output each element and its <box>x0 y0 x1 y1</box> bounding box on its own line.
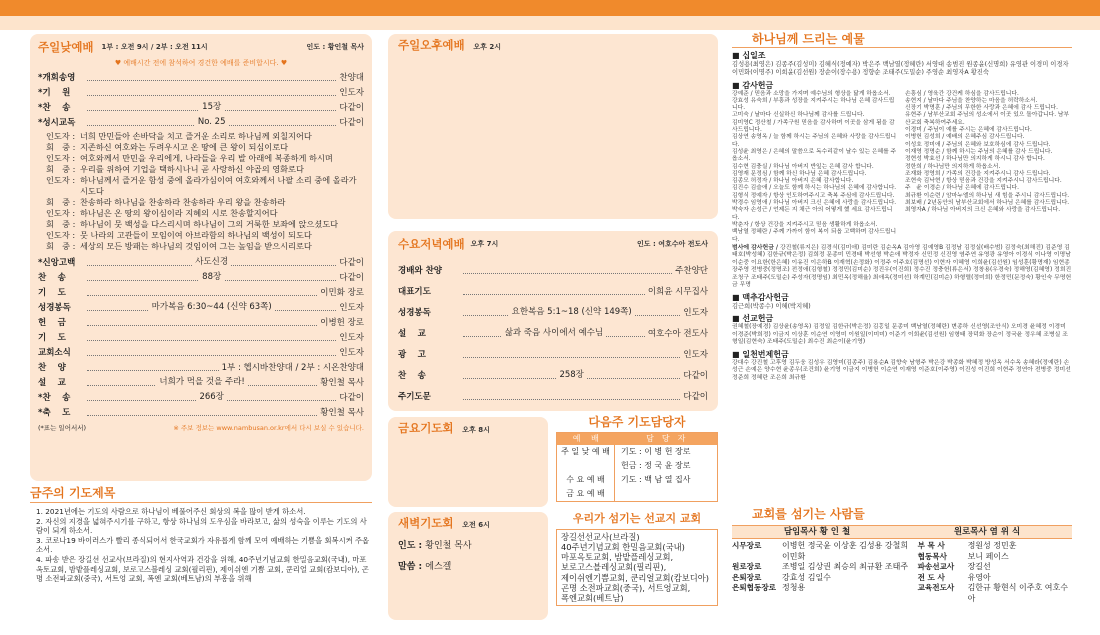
servant-names: 김한규 황현식 이주호 여호수아 <box>967 583 1068 603</box>
responsive-line <box>46 131 364 142</box>
order-row <box>398 277 708 298</box>
next-week-person <box>615 487 718 501</box>
order-content: 15장 <box>199 102 224 113</box>
order-content: 마가복음 6:30~44 (신약 63쪽) <box>149 302 275 313</box>
order-row <box>38 284 364 299</box>
wednesday-time: 오후 7시 <box>470 239 499 248</box>
next-week-row <box>557 473 718 487</box>
prayer-item: 1. 2021년에는 기도의 사람으로 하나님이 베풀어주신 회상의 복을 많이 받게 하소서. <box>36 507 306 516</box>
order-presenter: 이희윤 시무집사 <box>647 287 708 298</box>
senior-pastor: 담임목사 황 인 철 <box>783 526 851 537</box>
sunday-worship-panel <box>30 34 372 481</box>
responsive-line <box>46 208 364 219</box>
order-content: 너희가 먹을 것을 주라! <box>156 377 247 388</box>
wednesday-panel <box>388 231 718 411</box>
order-leader-dots <box>87 325 317 326</box>
order-label: 성경봉독 <box>38 303 71 314</box>
servant-names: 정원성 정민훈 <box>967 541 1017 550</box>
order-row <box>38 99 364 114</box>
responsive-line <box>46 142 364 153</box>
servant-role: 부 목 사 <box>917 541 945 550</box>
order-presenter: 여호수아 전도사 <box>647 329 708 340</box>
order-presenter: 인도자 <box>339 348 364 359</box>
order-row <box>38 299 364 314</box>
order-label: *축 도 <box>38 408 71 419</box>
responsive-line <box>46 153 364 164</box>
order-presenter: 인도자 <box>339 333 364 344</box>
order-label: 주기도문 <box>398 392 431 403</box>
order-presenter: 1부 : 헵시바찬양대 / 2부 : 시온찬양대 <box>221 363 364 374</box>
summer-thanks-heading: ■ 맥추감사헌금 <box>732 292 789 302</box>
order-label: 기 도 <box>38 288 66 299</box>
order-label: 대표기도 <box>398 287 431 298</box>
prayer-title: 금주의 기도제목 <box>30 486 372 503</box>
top-peach-bar <box>0 16 1100 30</box>
order-label: 경배와 찬양 <box>398 266 443 277</box>
next-week-head-person: 담 당 자 <box>646 434 686 443</box>
order-label: 헌 금 <box>38 318 66 329</box>
top-orange-bar <box>0 0 1100 16</box>
order-leader-dots <box>87 80 336 81</box>
mission-church-line: 폭엔교회(베트남) <box>561 592 624 603</box>
friday-time: 오후 8시 <box>462 426 490 434</box>
prayer-item: 3. 코로나19 바이러스가 빨리 종식되어서 한국교회가 자유롭게 함께 모여 예배하는 기쁨을 회복시켜 주옵소서. <box>36 535 370 555</box>
wednesday-leader: 인도 : 여호수아 전도사 <box>637 239 708 248</box>
servant-names: 이병헌 정국윤 이상훈 김성용 강철희 이민화 <box>782 541 909 561</box>
order-presenter: 찬양대 <box>339 73 364 84</box>
sunday-title: 주일낮예배 <box>38 39 94 54</box>
servant-row <box>732 541 910 562</box>
wednesday-title: 수요저녁예배 <box>398 236 465 251</box>
order-row <box>398 256 708 277</box>
prayer-topics <box>30 486 372 584</box>
order-content: 삶과 죽음 사이에서 예수님 <box>502 328 606 339</box>
order-leader-dots <box>87 355 336 356</box>
servant-row <box>918 541 1072 552</box>
order-content: 요한복음 5:1~18 (신약 149쪽) <box>509 307 635 318</box>
order-leader-dots <box>463 399 680 400</box>
order-leader-dots <box>87 95 336 96</box>
next-week-title: 다음주 기도담당자 <box>588 415 686 429</box>
servant-names: 유영아 <box>967 572 991 582</box>
next-week-person: 기도 : 이 병 헌 장로 <box>621 447 691 456</box>
next-week-person: 헌금 : 정 국 윤 장로 <box>621 461 691 470</box>
next-week-row <box>557 487 718 501</box>
next-week-service <box>557 459 615 473</box>
order-row <box>38 359 364 374</box>
order-leader-dots <box>87 254 336 266</box>
servants-section <box>732 507 1072 604</box>
servant-role: 전 도 사 <box>917 572 945 582</box>
servant-role: 교육전도사 <box>917 583 955 592</box>
dawn-text-label: 말씀 : <box>398 561 423 572</box>
order-leader-dots <box>87 415 317 416</box>
responsive-text: 지존하신 여호와는 두려우시고 온 땅에 큰 왕이 되심이로다 <box>80 141 289 152</box>
order-label: 찬 송 <box>38 273 66 284</box>
monthly-thanks-heading: 범사에 감사헌금 / <box>732 244 779 251</box>
order-row <box>398 298 708 319</box>
responsive-line <box>46 230 364 241</box>
order-presenter: 다같이 <box>339 103 364 114</box>
servant-role: 협동목사 <box>917 551 947 561</box>
responsive-speaker: 인도자 : <box>46 207 76 218</box>
tithe-heading: ■ 십일조 <box>732 51 766 60</box>
order-label: 설 교 <box>38 378 66 389</box>
order-presenter: 이병헌 장로 <box>320 318 364 329</box>
servant-role: 은퇴협동장로 <box>732 583 777 592</box>
order-leader-dots <box>87 295 317 296</box>
friday-panel <box>388 417 548 507</box>
next-week-prayer <box>556 415 718 502</box>
servant-row <box>732 583 910 594</box>
mission-church-line: 장길선선교사(브라질) <box>561 531 640 542</box>
sunday-order-top <box>38 69 364 129</box>
responsive-line <box>46 219 364 230</box>
next-week-service: 주 일 낮 예 배 <box>557 445 615 459</box>
next-week-service: 금 요 예 배 <box>557 487 615 501</box>
mission-churches <box>556 512 718 606</box>
responsive-line <box>46 175 364 197</box>
servant-names: 정청용 <box>782 583 806 592</box>
tithe-names: 김성용(최영은) 김종주(김성미) 김혜식(정예자) 박은주 백남열(정혜란) 서영대 송범진 원종윤(신명희) 유영관 이경미 이경자 이민화(이명주) 이희윤(김선원) 장순이(장수용) 정향순 조태주(도밀순) 주영순 최영자A 황진숙 <box>732 61 1069 77</box>
order-label: 성경봉독 <box>398 308 431 319</box>
order-label: *개회송영 <box>38 73 76 84</box>
dawn-text: 에스겔 <box>425 561 452 572</box>
order-leader-dots <box>463 357 680 358</box>
order-row <box>38 254 364 269</box>
servant-names: 장길선 <box>967 562 991 571</box>
responsive-reading <box>38 131 364 252</box>
order-presenter: 황인철 목사 <box>320 408 364 419</box>
responsive-text: 뭇 나라의 고관들이 모임이여 아브라함의 하나님의 백성이 되도다 <box>80 229 312 240</box>
order-row <box>38 314 364 329</box>
mission-church-line: 곤명 소전파교회(중국), 서트엉교회, <box>561 582 691 593</box>
servant-row <box>918 562 1072 573</box>
order-presenter: 다같이 <box>339 118 364 129</box>
order-row <box>398 361 708 382</box>
responsive-speaker: 회 중 : <box>46 240 76 251</box>
sunday-times: 1부 : 오전 9시 / 2부 : 오전 11시 <box>101 42 208 51</box>
responsive-text: 우리를 위하여 기업을 택하시나니 곧 사랑하신 야곱의 영화로다 <box>80 163 304 174</box>
order-leader-dots <box>87 299 336 311</box>
sunday-leader: 인도 : 황인철 목사 <box>306 42 364 51</box>
order-presenter: 다같이 <box>683 371 708 382</box>
order-row <box>38 269 364 284</box>
order-row <box>38 344 364 359</box>
next-week-row <box>557 445 718 459</box>
thousand-offering-names: 강대수 강진철 고후영 김두웅 김성우 김영미(김종주) 김용순A 김향숙 남형주 박은강 박종화 박혜정 방성옥 서수옥 송혜라(정예란) 손성근 손예은 양수현 윤종우(조건희) 윤기영 이금지 이병헌 이순연 이재영 이준호(이주영) 이진성 이진희 이현주 정연아 전병중 정미선 정준희 정혜란 조은희 최규환 <box>732 359 1071 381</box>
responsive-speaker: 회 중 : <box>46 163 76 174</box>
responsive-line <box>46 164 364 175</box>
servant-row <box>732 562 910 573</box>
responsive-speaker: 회 중 : <box>46 141 76 152</box>
emeritus-pastor: 원로목사 염 위 식 <box>953 526 1021 537</box>
dawn-leader: 황인철 목사 <box>425 540 472 551</box>
order-row <box>38 114 364 129</box>
order-presenter: 다같이 <box>683 392 708 403</box>
mission-church-line: 마포옥토교회, 밤밭플레싱교회, <box>561 552 674 563</box>
order-row <box>38 374 364 389</box>
friday-title: 금요기도회 <box>398 421 454 435</box>
order-label: 교회소식 <box>38 348 71 359</box>
servants-title: 교회를 섬기는 사람들 <box>752 507 865 521</box>
order-leader-dots <box>87 389 336 401</box>
order-content: 사도신경 <box>192 257 231 268</box>
offering-title: 하나님께 드리는 예물 <box>732 32 1072 48</box>
servant-role: 파송선교사 <box>917 562 955 571</box>
summer-thanks-names: 김근희(박종수) 이혜(박지혜) <box>732 302 811 310</box>
responsive-text: 찬송하라 하나님을 찬송하라 찬송하라 우리 왕을 찬송하라 <box>80 196 286 207</box>
servant-names: 보니 페이스 <box>967 551 1009 561</box>
mission-offering-names: 권혜철(장예경) 김상윤(송영옥) 김정일 김한규(박은정) 김홍일 문종미 백남열(정혜란) 변종하 신선영(조안식) 오미경 윤혜정 이경미 이경준(박희정) 이금지 이상훈 이순연 이영미 이원일(이미미) 이준기 이희윤(김선원) 임형태 장덕화 장순이 정국윤 정우혜 조병실 조형일(김현숙) 조태주(도밀순) 최수진 최순이(윤기영) <box>732 324 1068 346</box>
next-week-head-service: 예 배 <box>572 434 599 443</box>
responsive-speaker: 인도자 : <box>46 130 76 141</box>
responsive-speaker: 인도자 : <box>46 152 76 163</box>
afternoon-time: 오후 2시 <box>473 43 501 51</box>
order-label: *신앙고백 <box>38 258 76 269</box>
missions-title: 우리가 섬기는 선교지 교회 <box>572 512 702 525</box>
next-week-row <box>557 459 718 473</box>
responsive-text: 하나님이 뭇 백성을 다스리시며 하나님이 그의 거룩한 보좌에 앉으셨도다 <box>80 218 339 229</box>
order-content: 88장 <box>199 272 224 283</box>
order-presenter: 황인철 목사 <box>320 378 364 389</box>
order-label: 광 고 <box>398 350 426 361</box>
order-row <box>38 84 364 99</box>
servant-row <box>732 573 910 584</box>
responsive-line <box>46 241 364 252</box>
order-label: 기 도 <box>38 333 66 344</box>
order-presenter: 인도자 <box>683 308 708 319</box>
sunday-order-bottom <box>38 254 364 419</box>
order-presenter: 인도자 <box>683 350 708 361</box>
thanks-left: 강예준 / 믿음과 소망을 가지며 예수님의 형상을 닮게 하옵소서. 강효성 유숙희 / 부흥과 성장을 지켜주시는 하나님 은혜 감사드립니다. 고미숙 / 날마다 신실하신 하나님께 감사를 드립니다. 김미영C 정산철 / 가족구원 믿음을 감사하며 이곳을 삼게 됨을 감사드립니다. 김상연 송영옥 / 늘 함께 하시는 주님의 은혜와 사랑을 감사드립니다. 김성윤 최영은 / 은혜의 말씀으로 독수리같이 날수 있는 은혜를 주옵소서. 김수현 김충실 / 하나님 아버지 반잎는 은혜 감사 합니다. 김영재 문정심 / 함께 하신 하나님 은혜 감사드립니다. 김종모 허정자 / 하나님 아버지 은혜 감사합니다. 김진수 김슬애 / 오늘도 함께 하시는 하나님의 은혜에 감사합니다. 김형식 정예자 / 항상 인도하여주시고 축복 주심에 감사드립니다. 박경수 임영애 / 하나님 아버지 크신 은혜에 사랑을 감사드립니다. 박숙자 손성근 / 언제든 지 채근 아의 어떻게 했 세요 감사드립니다. 박춘자 / 항상 건강을 지켜주시고 믿음 생활하게 하옵소서. 백남열 정혜란 / 주께 가까이 함이 복이 되옵 고백하며 감사드립니다. <box>732 90 897 243</box>
order-leader-dots <box>87 99 336 111</box>
prayer-item: 2. 자신의 지경을 넓혀주시기를 구하고, 항상 하나님의 도우심을 바라보고, 삶의 성숙을 이루는 기도의 사람이 되게 하소서. <box>36 516 367 536</box>
responsive-text: 세상의 모든 방패는 하나님의 것임이여 그는 높임을 받으시리로다 <box>80 240 312 251</box>
order-label: 설 교 <box>398 329 426 340</box>
dawn-panel <box>388 512 548 620</box>
order-leader-dots <box>463 325 645 337</box>
order-row <box>398 319 708 340</box>
thanks-heading: ■ 감사헌금 <box>732 80 774 90</box>
mission-offering-heading: ■ 선교헌금 <box>732 314 774 324</box>
responsive-speaker: 인도자 : <box>46 229 76 240</box>
next-week-service: 수 요 예 배 <box>557 473 615 487</box>
order-row <box>398 340 708 361</box>
order-presenter: 다같이 <box>339 273 364 284</box>
servant-names: 강효성 김일수 <box>782 572 831 582</box>
monthly-thanks-names: 강진철(류지은) 김경식(김미애) 김미란 김순옥A 김아영 김예영B 김정남 김정실(배수범) 김정숙(최해진) 김준영 김태호(박성혜) 김한규(박은정) 김희정 문종미 민경태 박선형 박순애 박정자 신민정 신진영 염주연 유영광 유영아 이경식 이나영 이명남 이순중 이요한(한은혜) 이유진 이은하B 이재혁(손정화) 이정주 이주호(김명선) 이현자 이혜영 이희윤(김선원) 임성훈(황명재) 임현종 장주영 전병중(정명조) 전정애(김형철) 정정민(김미순) 정진우(이진희) 정수진 정충헌(류은서) 정창용(우경숙) 정해영(김혜영) 정희진 조청구 조태주(도밀순) 주성자(정명임) 최민옥(정해율) 최애옥(정미선) 하계민(김미순) 하형렬(정미희) 한정민(문정숙) 황인숙 무명헌금 무명 <box>732 244 1072 289</box>
order-row <box>38 69 364 84</box>
responsive-text: 여호와께서 만민을 우리에게, 나라들을 우리 발 아래에 복종하게 하시며 <box>80 152 333 163</box>
order-leader-dots <box>87 114 336 126</box>
thanks-right: 손흥심 / 영육간 강건케 하심을 감사드립니다. 송현지 / 날마다 주님을 찬양하는 마음을 허락하소서. 신장기 박명훈 / 주님의 무한한 사랑과 은혜에 감사 드립니다. 유현주 / 남부산교회 주님의 성소에서 이곳 있으 돌아갑니다. 남부산교회 축복하여주세요. 이경미 / 주님이 예를 주시는 은혜에 감사드립니다. 이병헌 김성희 / 예배의 은혜주심 감사드립니다. 이성호 정미애 / 주님의 은혜와 보호하심에 감사 드립니다. 이재영 정명순 / 함께 하시는 주님의 은혜를 감사 드립니다. 정현성 박효선 / 하나님만 의지하게 하시니 감사 합니다. 정한희 / 하나님만 의지하게 하옵소서. 조재화 정영희 / 가족의 건강을 지켜주시니 감사 드립니다. 조현숙 김낙현 / 항상 믿음과 건강을 지켜주시니 감사드립니다. 주 윤 이경순 / 하나님 은혜에 감사드립니다. 최규환 이순련 / 암마누엘의 하나님 새 힘을 주시니 감사드립니다. 최보배 / 2년동안의 남부산교회에서 하나님 은혜를 감사드립니다. 최영자A / 하나님 아버지의 크신 은혜와 사랑을 감사드립니다. <box>905 90 1070 214</box>
order-leader-dots <box>463 294 645 295</box>
responsive-speaker: 회 중 : <box>46 196 76 207</box>
order-leader-dots <box>87 370 219 371</box>
order-presenter: 인도자 <box>339 303 364 314</box>
responsive-speaker: 인도자 : <box>46 174 76 185</box>
order-presenter: 인도자 <box>339 88 364 99</box>
order-label: *찬 송 <box>38 393 71 404</box>
order-leader-dots <box>463 367 680 379</box>
offering-section <box>732 32 1072 382</box>
mission-church-line: 보로고스블레싱교회(필리핀), <box>561 562 667 573</box>
responsive-speaker: 회 중 : <box>46 218 76 229</box>
order-row <box>38 329 364 344</box>
thousand-offering-heading: ■ 일천번제헌금 <box>732 349 789 359</box>
responsive-line <box>46 197 364 208</box>
mission-church-line: 40주년기념교회 한밀음교회(국내) <box>561 541 685 552</box>
order-presenter: 주찬양단 <box>675 266 708 277</box>
order-label: *기 원 <box>38 88 71 99</box>
standing-note: (*표는 일어서서) <box>38 423 87 432</box>
servant-names: 조병일 김상권 최승의 최규환 조태주 <box>782 562 909 571</box>
responsive-text: 너희 만민들아 손바닥을 치고 즐거운 소리로 하나님께 외칠지어다 <box>80 130 312 141</box>
servant-row <box>918 583 1072 604</box>
afternoon-title: 주일오후예배 <box>398 38 465 52</box>
prayer-item: 4. 파송 받은 장길선 선교사(브라질)의 현지사역과 건강을 위해, 40주년기념교회 한밀음교회(국내), 마포옥토교회, 밤밭플레싱교회, 보로고스블레싱 교회(필리핀), 제이쉬엔 기쁨 교회, 쿤리얼 교회(캄보디아), 곤명 소전파교회(중국), 서트엉 교회, 폭엔 교회(베트남)의 부흥을 위해 <box>36 554 369 584</box>
servant-role: 시무장로 <box>732 541 762 550</box>
order-presenter: 다같이 <box>339 258 364 269</box>
order-presenter: 이민화 장로 <box>320 288 364 299</box>
responsive-text: 하나님께서 즐거운 함성 중에 올라가심이여 여호와께서 나팔 소리 중에 올라가시도다 <box>80 174 357 196</box>
afternoon-panel <box>388 34 718 219</box>
next-week-person: 기도 : 백 남 열 집사 <box>621 475 691 484</box>
servant-role: 은퇴장로 <box>732 572 762 582</box>
order-label: 찬 양 <box>38 363 66 374</box>
servant-row <box>918 552 1072 563</box>
order-leader-dots <box>463 273 672 274</box>
responsive-text: 하나님은 온 땅의 왕이심이라 지혜의 시로 찬송할지어다 <box>80 207 278 218</box>
order-label: 찬 송 <box>398 371 426 382</box>
servant-role: 원로장로 <box>732 562 762 571</box>
order-label: *성시교독 <box>38 118 76 129</box>
dawn-leader-label: 인도 : <box>398 540 423 551</box>
order-content: 258장 <box>556 370 586 381</box>
order-label: *찬 송 <box>38 103 71 114</box>
order-row <box>38 404 364 419</box>
order-leader-dots <box>87 269 336 281</box>
servant-row <box>918 573 1072 584</box>
website-note: ※ 주보 정보는 www.nambusan.or.kr에서 다시 보실 수 있습니다. <box>173 423 364 432</box>
order-leader-dots <box>87 374 317 386</box>
order-row <box>38 389 364 404</box>
sunday-notice: ♥ 예배시간 전에 참석하여 경건한 예배를 준비합시다. ♥ <box>114 59 288 67</box>
order-leader-dots <box>463 304 680 316</box>
order-row <box>398 382 708 403</box>
order-content: No. 25 <box>195 117 229 128</box>
dawn-title: 새벽기도회 <box>398 516 454 530</box>
order-leader-dots <box>87 340 336 341</box>
mission-church-line: 제이쉬엔기쁨교회, 쿤리얼교회(캄보디아) <box>561 572 710 583</box>
dawn-time: 오전 6시 <box>462 521 490 529</box>
order-content: 266장 <box>196 392 226 403</box>
order-presenter: 다같이 <box>339 393 364 404</box>
